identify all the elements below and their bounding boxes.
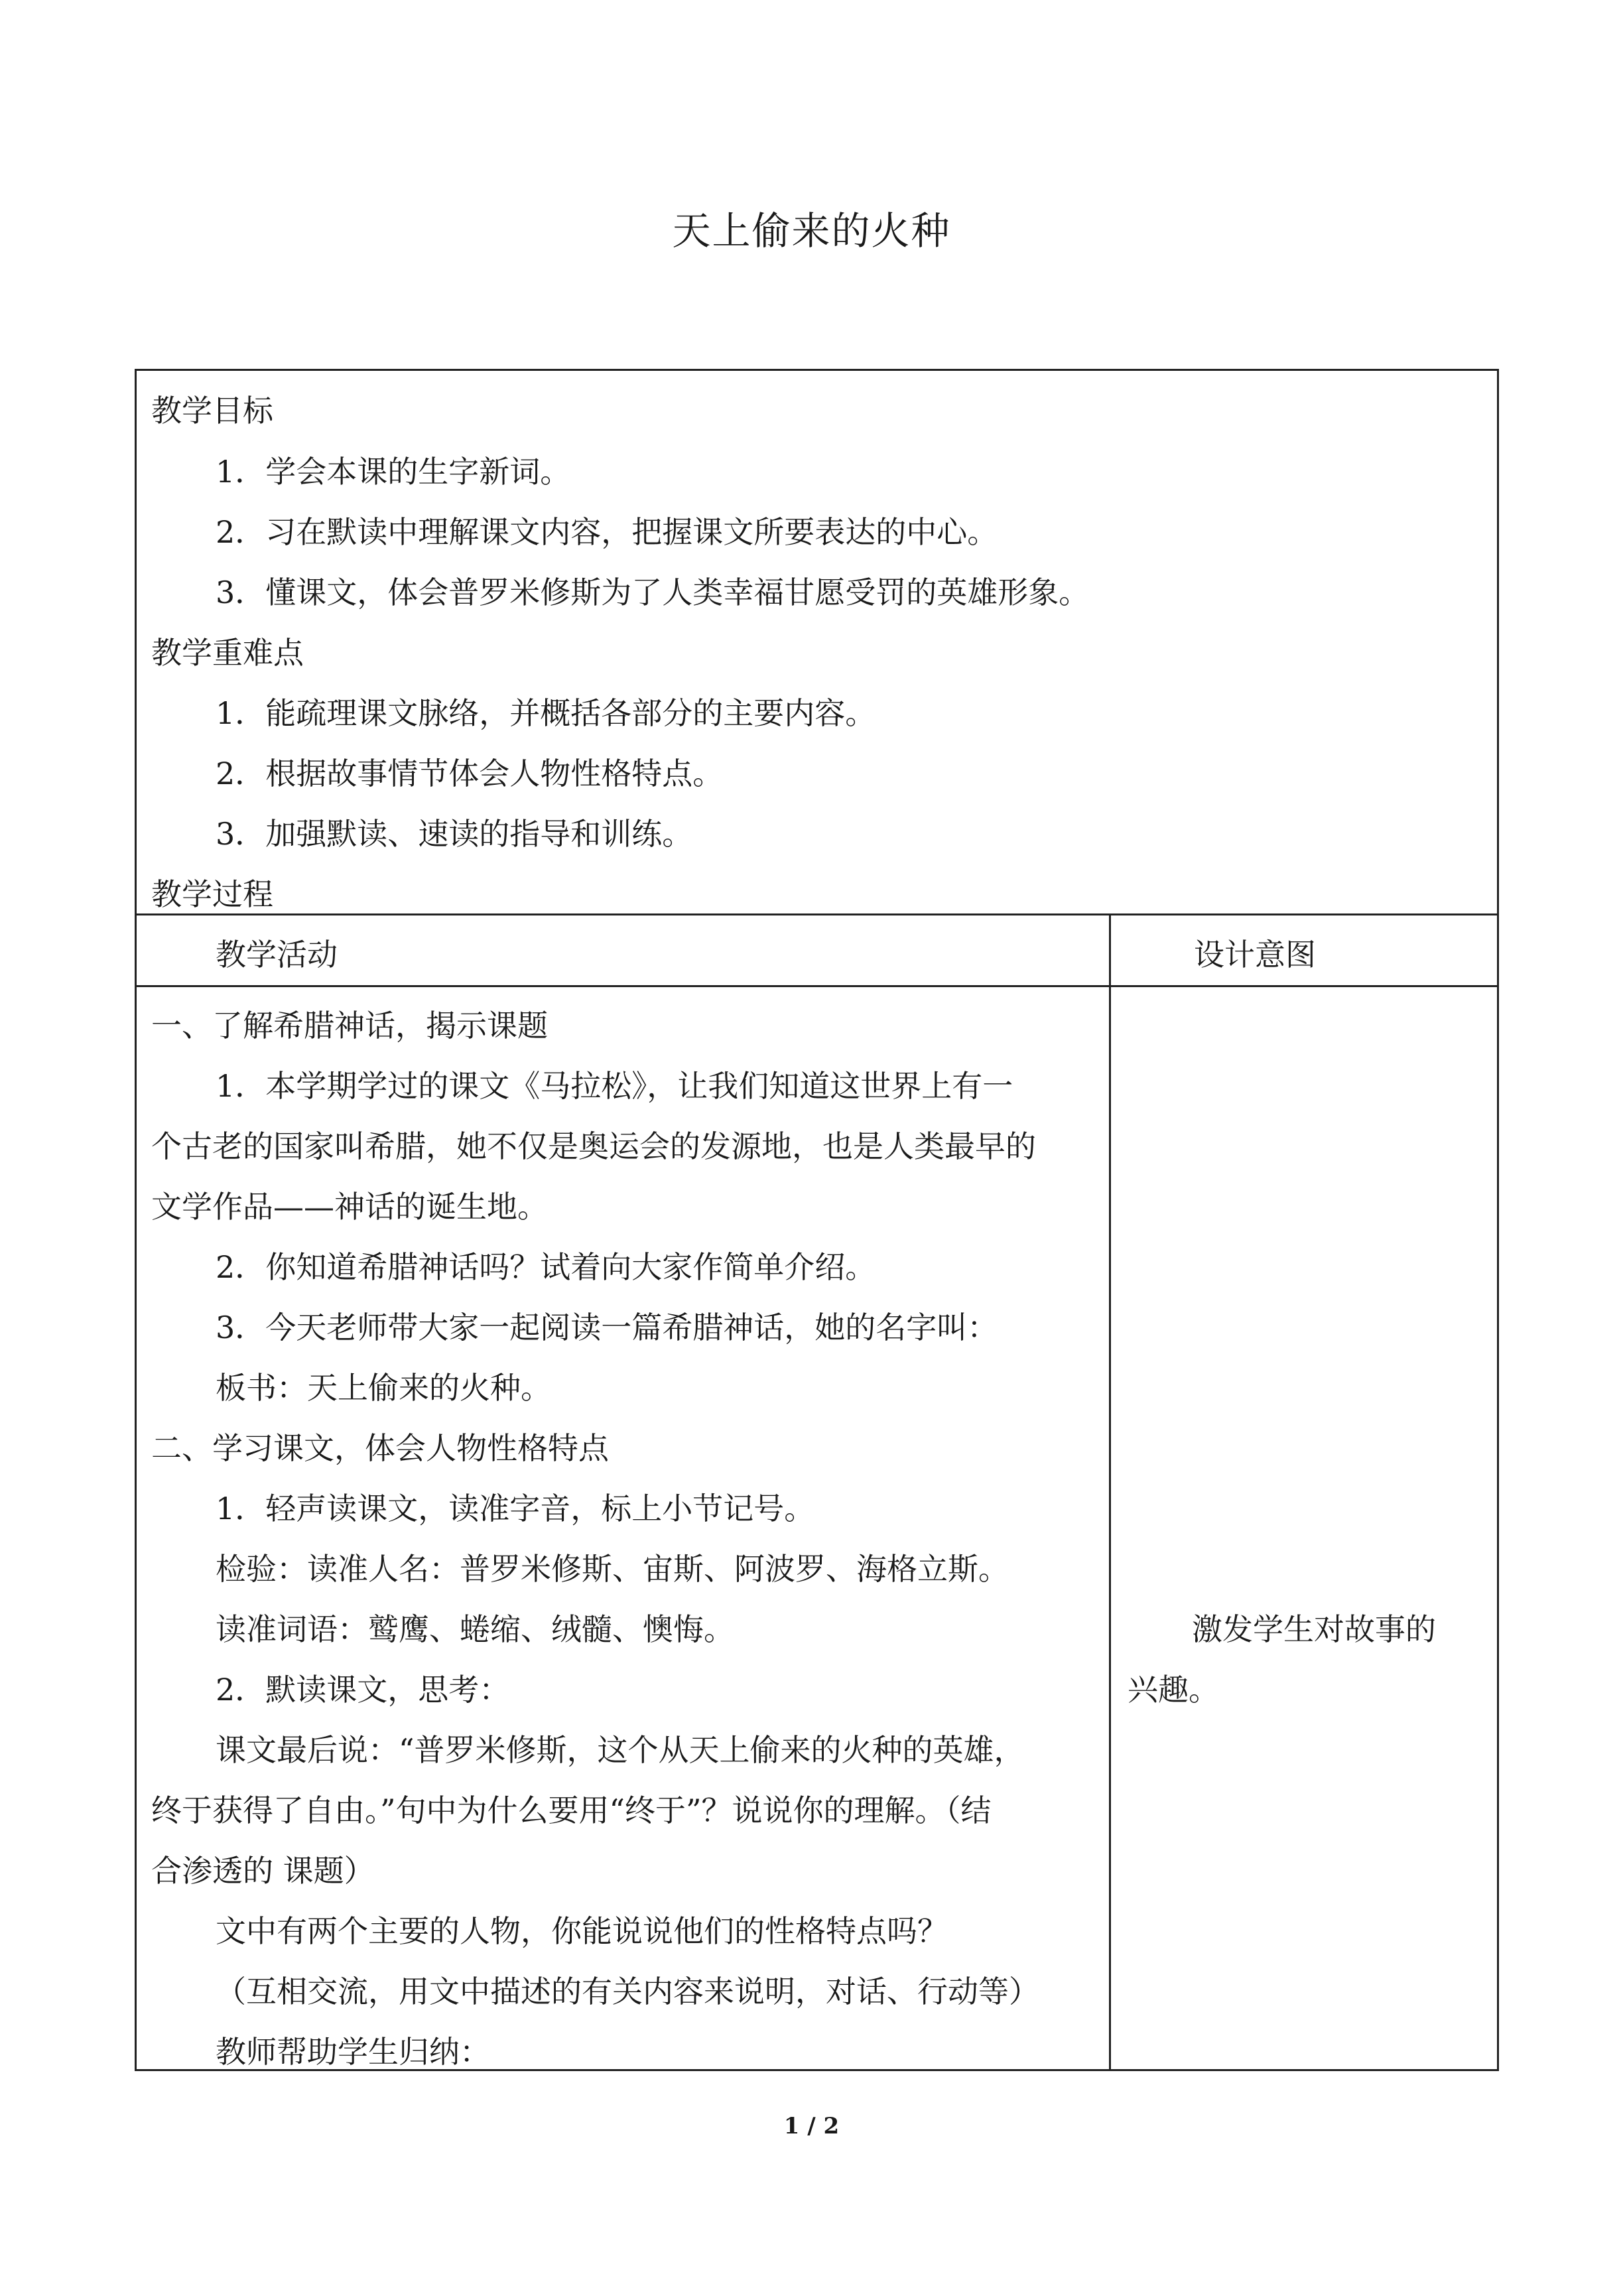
activity-line: （互相交流，用文中描述的有关内容来说明，对话、行动等） bbox=[216, 1974, 1039, 2009]
key-point-item: 2．根据故事情节体会人物性格特点。 bbox=[216, 756, 724, 791]
activity-line: 教师帮助学生归纳： bbox=[216, 2034, 490, 2070]
key-points-heading: 教学重难点 bbox=[151, 635, 304, 671]
column-header-activity: 教学活动 bbox=[216, 937, 338, 973]
table-divider-header bbox=[135, 913, 1499, 915]
activity-line: 1．本学期学过的课文《马拉松》，让我们知道这世界上有一 bbox=[216, 1068, 1013, 1104]
page-number: 1 / 2 bbox=[783, 2113, 840, 2139]
objective-item: 3．懂课文，体会普罗米修斯为了人类幸福甘愿受罚的英雄形象。 bbox=[216, 574, 1090, 610]
activity-line: 一、了解希腊神话，揭示课题 bbox=[151, 1008, 548, 1044]
activity-line: 2．默读课文，思考： bbox=[216, 1672, 510, 1708]
table-column-divider bbox=[1109, 913, 1111, 2071]
page-title: 天上偷来的火种 bbox=[672, 208, 951, 253]
table-divider-body bbox=[135, 985, 1499, 987]
activity-line: 1．轻声读课文，读准字音，标上小节记号。 bbox=[216, 1491, 815, 1526]
objectives-heading: 教学目标 bbox=[151, 393, 273, 429]
activity-line: 3．今天老师带大家一起阅读一篇希腊神话，她的名字叫： bbox=[216, 1310, 998, 1345]
activity-line: 板书：天上偷来的火种。 bbox=[216, 1370, 551, 1406]
activity-line: 个古老的国家叫希腊，她不仅是奥运会的发源地，也是人类最早的 bbox=[151, 1128, 1036, 1164]
column-header-intent: 设计意图 bbox=[1194, 937, 1316, 973]
activity-line: 检验：读准人名：普罗米修斯、宙斯、阿波罗、海格立斯。 bbox=[216, 1551, 1009, 1587]
activity-line: 文学作品——神话的诞生地。 bbox=[151, 1189, 548, 1225]
process-heading: 教学过程 bbox=[151, 876, 273, 912]
activity-line: 文中有两个主要的人物，你能说说他们的性格特点吗？ bbox=[216, 1913, 948, 1949]
activity-line: 合渗透的 课题） bbox=[151, 1853, 375, 1889]
objective-item: 1．学会本课的生字新词。 bbox=[216, 454, 571, 490]
intent-line: 激发学生对故事的 bbox=[1192, 1611, 1436, 1647]
activity-line: 终于获得了自由。”句中为什么要用“终于”？说说你的理解。（结 bbox=[151, 1792, 992, 1828]
intent-line: 兴趣。 bbox=[1128, 1672, 1219, 1708]
key-point-item: 1．能疏理课文脉络，并概括各部分的主要内容。 bbox=[216, 695, 876, 731]
key-point-item: 3．加强默读、速读的指导和训练。 bbox=[216, 816, 693, 852]
activity-line: 课文最后说：“普罗米修斯，这个从天上偷来的火种的英雄， bbox=[216, 1732, 1025, 1768]
activity-line: 二、学习课文，体会人物性格特点 bbox=[151, 1430, 609, 1466]
activity-line: 2．你知道希腊神话吗？试着向大家作简单介绍。 bbox=[216, 1249, 876, 1285]
activity-line: 读准词语：鹫鹰、蜷缩、绒髓、懊悔。 bbox=[216, 1611, 734, 1647]
objective-item: 2．习在默读中理解课文内容，把握课文所要表达的中心。 bbox=[216, 514, 998, 550]
